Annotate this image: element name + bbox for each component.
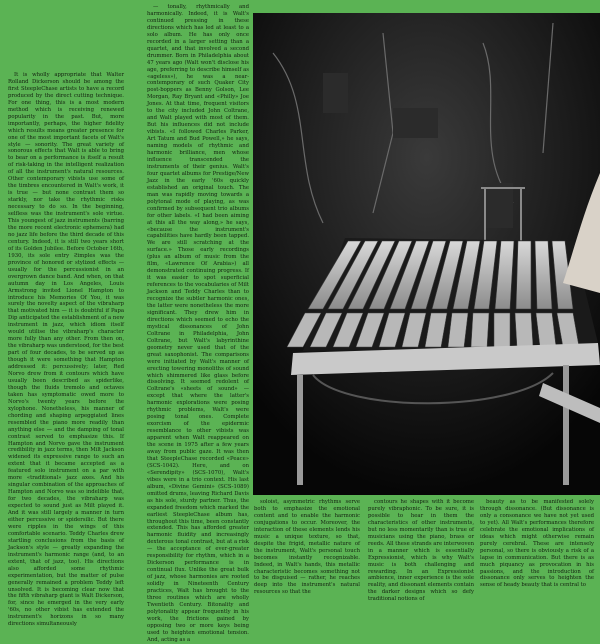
liner-notes-column-4 bbox=[368, 499, 474, 603]
liner-notes-column-2 bbox=[147, 4, 249, 644]
liner-notes-column-1 bbox=[8, 72, 124, 628]
photo-illustration bbox=[253, 13, 600, 495]
liner-notes-text: — tonally, rhythmically and harmonically. Indeed, it is Walt's continued pressing in these directions which has led at least to a solo album. He has only once recorded in a larger setting than a quartet, and that involved a second drummer. Born in Philadelphia about 47 years ago (Walt won't disclose his age, preferring to describe himself as «ageless»), he was a near-contemporary of such Quaker City post-boppers as Benny Golson, Lee Morgan, Ray Bryant and «Philly» Joe Jones. At that time, frequent visitors to the city included John Coltrane, and Walt played with most of them. But his influences did not include vibists. «I followed Charles Parker, Art Tatum and Bud Powell,» he says, naming models of rhythmic and harmonic brilliance, men whose influence transcended the instruments of their genius. Walt's four quartet albums for Prestige/New Jazz in the early '60s quickly established an original touch. The man was rapidly moving towards a polytonal mode of playing, as was confirmed by subsequent trio albums for other labels. «I had been aiming at this all the way along,» he says, «because the instrument's capabilities have hardly been tapped. We are still scratching at the surface.» Those early recordings (plus an album of music from the film, «Lawrence Of Arabia») all demonstrated continuing progress. If it was easier to spot superficial references to the vocabularies of Milt Jackson and Teddy Charles than to recognize the subtler harmonic ones, the latter were nonetheless the more significant. They drew him in directions which seemed to echo the mystical dissonances of John Coltrane in Philadelphia, John Coltrane, but Walt's labyrinthine geometry never used that of the great saxophonist. The comparisons were initiated by Walt's manner of erecting towering monoliths of sound which shimmered like glass before dissolving. It seemed redolent of Coltrane's «sheets of sound» — except that where the latter's harmonic explorations were posing rhythmic problems, Walt's were posing tonal ones. Complete exorcism of the epidermic resemblance to other vibists was apparent when Walt reappeared on the scene in 1975 after a few years away from public gaze. It was then that SteepleChase recorded «Peace» (SCS-1042). Here, and on «Serendipity» (SCS-1070), Walt's vibes were in a trio context. His last album, «Divine Gemini» (SCS-1089) omitted drums, leaving Richard Davis as his sole, sturdy partner. Thus, the expanded freedom which marked the earliest SteepleChase album has, throughout this time, been constantly extended. This has afforded greater harmonic fluidity and increasingly dexterous tonal contrast, but at a risk — the acceptance of ever-greater responsibility for rhythm, which in a Dickerson performance is in continual flux. Unlike the great bulk of jazz, whose harmonies are rooted solidly in Nineteenth Century practices, Walt has brought to the three routines which are wholly Twentieth Century. Bitonality and polytonality appear frequently in his work, the frictions gained by opposing two or more keys being used to heighten emotional tension. And, acting as a bbox=[147, 4, 249, 643]
liner-notes-text: contours he shapes with it become purely vibraphonic. To be sure, it is possible to hear in them the characteristics of other instruments, but no less momentarily than is true of musicians using the piano, brass or reeds. All these strands are interwoven in a manner which is essentially Expressionist, which is why Walt's music is both challenging and rewarding. In an Expressionist ambience, inner experience is the sole reality, and dissonant elements contain the darker designs which so defy traditional notions of bbox=[368, 499, 474, 603]
liner-notes-text: soloist, asymmetric rhythms serve both to emphasize the emotional content and to enable the harmonic conjugations to occur. Moreover, the interaction of these elements lends his music a unique texture, so that, despite the frigid, metallic nature of the instrument, Walt's personal touch becomes instantly recognizable. Indeed, in Walt's hands, this metallic characteristic becomes something not to be disguised — rather, he reaches deep into the instrument's natural resources so that the bbox=[254, 499, 360, 596]
liner-notes-text: It is wholly appropriate that Walter Rolland Dickerson should be among the first SteepleChase artists to have a record produced by the direct cutting technique. For one thing, this is a most modern method which is receiving renewed popularity in the past. But, more importantly, perhaps, the higher fidelity which results means greater presence for one of the most important facets of Walt's style — sonority. The great variety of sonorous effects that Walt is able to bring to bear on a performance is itself a result of risk-taking in the intelligent realization of all the instrument's natural resources. Other contemporary vibists use some of the timbres encountered in Walt's work, it is true — but none contrast them so starkly, nor take the rhythmic risks necessary to do so. In the beginning, selfless was the instrument's sole virtue. This youngest of jazz instruments (barring the more recent electronic ephemera) had no jazz life before the third decade of this century. Indeed, it is still two years short of its Golden Jubilee. Before October 16th, 1930, its sole entry Ƨimples was the province of honored or stylized effects — usually for the percussionist in an overgrown dance band. And when, on that autumn day in Los Angeles, Louis Armstrong invited Lionel Hampton to introduce his Memories Of You, it was surely the novelty aspect of the vibraharp that motivated him — it is doubtful if Papa Dip anticipated the establishment of a new instrument in jazz, which idiom itself would utilise the vibraharp's character more fully than any other. From then on, the vibraharp was understood, for the best part of four decades, to be served up as though it were something that Hampton addressed it: percussively; later, Red Norvo drew from it contours which have usually been described as spiderlike, though the fluids tremolo and octaves taken has symptomatic owed more to Norvo's twenty years before the xylophone. Nonetheless, his manner of chording and shaping arpeggiated lines resembled the piano more readily than anything else — and the damping of tonal contrast served to emphasize this. If Hampton and Norvo gave the instrument credibility in jazz terms, then Milt Jackson widened its expressive range to such an extent that it became accepted as a featured solo instrument on a par with more «traditional» jazz axes. And his singular combination of the approaches of Hampton and Norvo was so indelible that, for two decades, the vibraharp was expected to sound just as Milt played it. And it was still largely a manner in turn either percussive or spidersilic. But there were ripples in the wings of this comfortable scenario. Teddy Charles drew startling conclusions from the basis of Jackson's style — greatly expanding the instrument's harmonic range (and, to an extent, that of jazz, too). His directions also afforded some rhythmic experimentation, but the matter of pulse generally remained a problem Teddy left unsolved. It is becoming clear now that the fifth vibraharp giant is Walt Dickerson, for, since he emerged in the very early '60s, no other vibist has extended the instrument's horizons in so many directions simultaneously bbox=[8, 72, 124, 628]
vibraphone-photo bbox=[253, 13, 600, 495]
liner-notes-column-5 bbox=[480, 499, 594, 589]
liner-notes-text: beauty as to be manifested solely through dissonance. (But dissonance is only a consonance we have not yet used to yet). All Walt's performances therefore celebrate the emotional implications of ideas which might otherwise remain purely cerebral. These are intensely personal, so there is obviously a risk of a lapse in communication. But there is as much piquancy as provocation in his passions, and the introduction of dissonance only serves to heighten the sense of heady beauty that is central to bbox=[480, 499, 594, 589]
liner-notes-column-3 bbox=[254, 499, 360, 596]
